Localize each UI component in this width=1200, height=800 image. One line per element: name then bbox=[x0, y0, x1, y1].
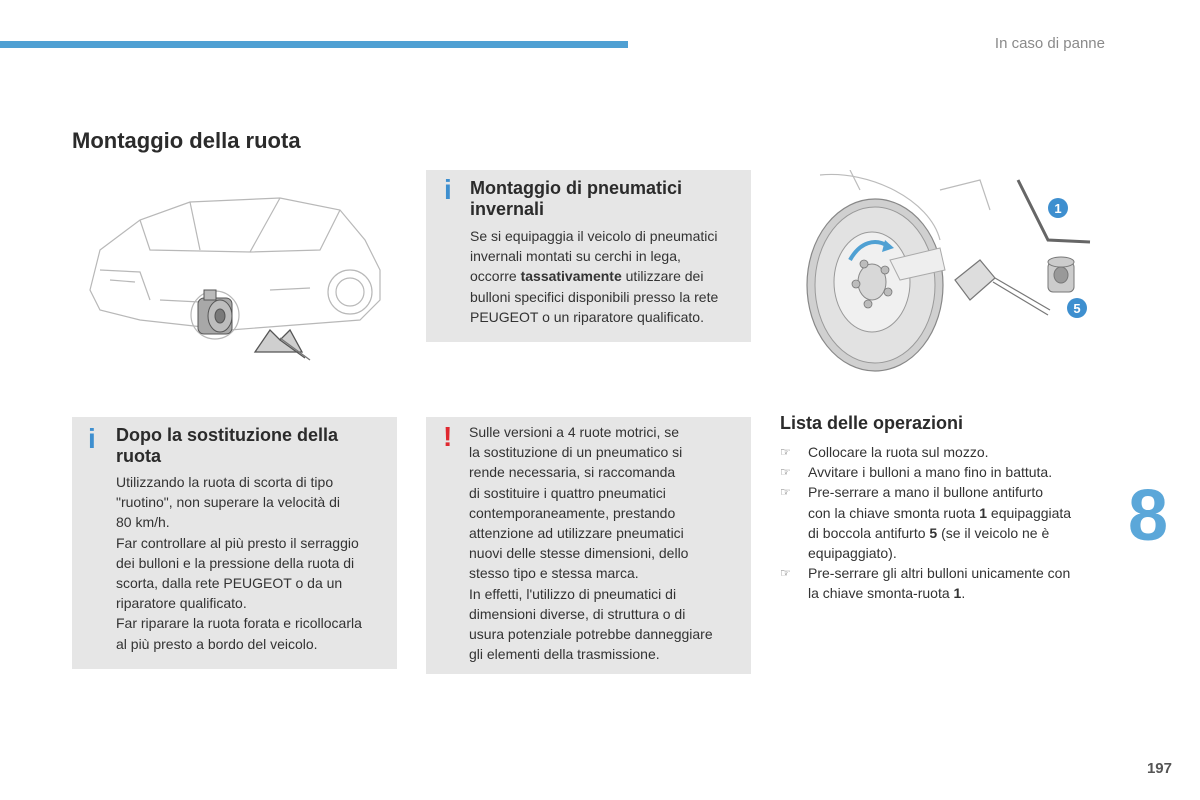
page-title: Montaggio della ruota bbox=[72, 128, 301, 153]
hand-pointer-icon: ☞ bbox=[780, 465, 791, 480]
list-item: ☞ Avvitare i bulloni a mano fino in battuta. bbox=[780, 462, 1110, 482]
operations-list bbox=[780, 442, 1110, 604]
info-icon: i bbox=[444, 174, 452, 205]
after-box-text: Utilizzando la ruota di scorta di tipo "ruotino", non superare la velocità di 80 km/h. Far controllare al più presto il serraggio dei bulloni e la pressione della ruota di scorta, dalla rete PEUGEOT o da un riparatore qualificato. Far riparare la ruota forata e ricollocarla al più presto a bordo del veicolo. bbox=[116, 474, 362, 652]
after-replacement-box bbox=[72, 417, 397, 669]
wheel-bolts-illustration bbox=[790, 170, 1110, 375]
warning-box bbox=[426, 417, 751, 674]
chapter-number: 8 bbox=[1128, 476, 1169, 556]
hand-pointer-icon: ☞ bbox=[780, 445, 791, 459]
warning-box-text: Sulle versioni a 4 ruote motrici, se la sostituzione di un pneumatico si rende necessaria, si raccomanda di sostituire i quattro pneumatici contemporaneamente, prestando attenzione ad utilizzare pneumatici nuovi delle stesse dimensioni, dello stesso tipo e stessa marca. In effetti, l'utilizzo di pneumatici di dimensioni diverse, di struttura o di usura potenziale potrebbe danneggiare gli elementi della trasmissione. bbox=[469, 424, 713, 663]
list-item: ☞ Pre-serrare a mano il bullone antifurto con la chiave smonta ruota 1 equipaggiata di boccola antifurto 5 (se il veicolo ne è equipaggiato). bbox=[780, 484, 1072, 562]
callout-5-label: 5 bbox=[1073, 301, 1081, 316]
hand-pointer-icon: ☞ bbox=[780, 485, 791, 500]
winter-tyres-box bbox=[426, 170, 751, 342]
car-jack-illustration bbox=[80, 180, 400, 380]
section-label: In caso di panne bbox=[994, 35, 1105, 52]
after-box-title: Dopo la sostituzione della ruota bbox=[116, 425, 339, 466]
header-accent-bar bbox=[0, 41, 628, 48]
winter-box-title: Montaggio di pneumatici invernali bbox=[470, 178, 682, 219]
hand-pointer-icon: ☞ bbox=[780, 566, 791, 581]
page-number: 197 bbox=[1146, 760, 1172, 777]
callout-1-label: 1 bbox=[1054, 201, 1062, 216]
operations-title: Lista delle operazioni bbox=[780, 413, 964, 433]
list-item: ☞ Pre-serrare gli altri bulloni unicamente con la chiave smonta-ruota 1. bbox=[780, 565, 1071, 602]
winter-box-text: Se si equipaggia il veicolo di pneumatici invernali montati su cerchi in lega, occorre tassativamente utilizzare dei bulloni specifici disponibili presso la rete PEUGEOT o un riparatore qualificato. bbox=[470, 228, 719, 325]
warning-icon: ! bbox=[443, 421, 453, 452]
info-icon: i bbox=[88, 423, 96, 454]
list-item: ☞ Collocare la ruota sul mozzo. bbox=[780, 442, 1110, 462]
